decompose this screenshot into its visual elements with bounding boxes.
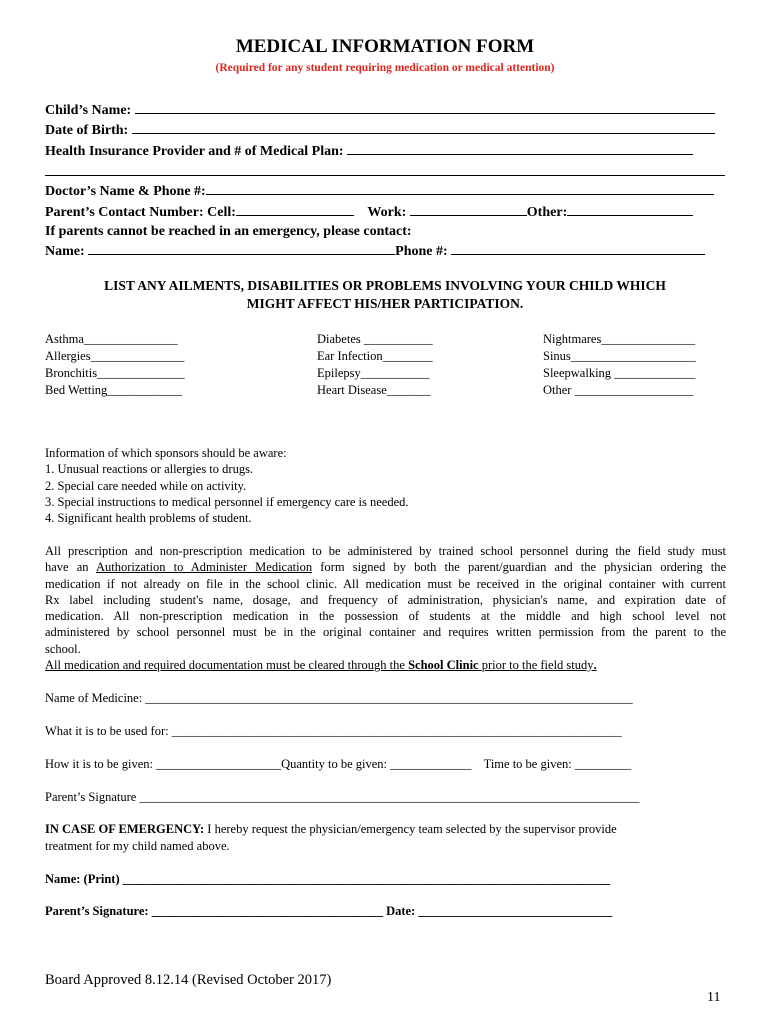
child-name-line[interactable]: [135, 101, 715, 114]
policy-line: Rx label including student's name, dosage, and frequency of administration, physician's name, and expiration date of: [45, 592, 726, 607]
doctor-line[interactable]: [206, 182, 714, 195]
page-number: 11: [707, 990, 721, 1005]
contact-name-line[interactable]: [88, 242, 395, 255]
medication-policy: [45, 543, 726, 673]
emergency-signature-field[interactable]: Parent’s Signature: _____________________________________: [45, 904, 383, 918]
doctor-label: Doctor’s Name & Phone #:: [45, 184, 206, 199]
ailments-heading-1: LIST ANY AILMENTS, DISABILITIES OR PROBLEMS INVOLVING YOUR CHILD WHICH: [104, 278, 666, 293]
sponsor-intro: Information of which sponsors should be aware:: [45, 446, 287, 460]
ailment-bed-wetting[interactable]: Bed Wetting____________: [45, 383, 183, 397]
dob-line[interactable]: [132, 121, 715, 134]
ailment-diabetes[interactable]: Diabetes ___________: [317, 332, 433, 346]
contact-phone-label: Phone #:: [395, 244, 448, 259]
sponsor-item: 2. Special care needed while on activity.: [45, 478, 247, 493]
insurance-label: Health Insurance Provider and # of Medical Plan:: [45, 144, 344, 159]
policy-line: administered by school personnel must be in the original container and requires written permission from the parent to the: [45, 625, 726, 640]
ailment-sleepwalking[interactable]: Sleepwalking _____________: [543, 366, 696, 380]
clinic-clearance: [45, 657, 726, 673]
emergency-text: I hereby request the physician/emergency team selected by the supervisor provide: [207, 822, 617, 836]
ailments-col-3: [543, 331, 696, 399]
emergency-label: IN CASE OF EMERGENCY:: [45, 822, 205, 836]
ailment-sinus[interactable]: Sinus____________________: [543, 349, 696, 363]
medicine-use-field[interactable]: What it is to be used for: ________________________________________________________________________: [45, 724, 622, 738]
medicine-name-field[interactable]: Name of Medicine: ______________________________________________________________________________: [45, 691, 633, 705]
authorization-form-link[interactable]: Authorization to Administer Medication: [96, 560, 313, 575]
clearance-text: All medication and required documentation must be cleared through the: [45, 658, 405, 673]
emergency-contact-field[interactable]: [45, 242, 705, 260]
policy-text: form signed by both the parent/guardian and the physician ordering the: [320, 560, 726, 575]
other-label: Other:: [526, 205, 568, 220]
child-name-label: Child’s Name:: [45, 103, 132, 118]
ailment-other[interactable]: Other ___________________: [543, 383, 694, 397]
footer-approval: Board Approved 8.12.14 (Revised October 2017): [45, 972, 332, 988]
parent-contact-field[interactable]: [45, 203, 693, 221]
policy-text: have an: [45, 560, 89, 575]
school-clinic: School Clinic: [408, 658, 479, 673]
policy-line: medication if not already on file in the school clinic. All medication must be received in the original container with current: [45, 576, 726, 591]
work-label: Work:: [367, 205, 407, 220]
policy-line: All prescription and non-prescription medication to be administered by trained school personnel during the field study must: [45, 544, 726, 558]
sponsor-item: 3. Special instructions to medical personnel if emergency care is needed.: [45, 494, 409, 509]
dob-field[interactable]: [45, 121, 715, 139]
ailments-col-2: [317, 331, 433, 399]
sponsor-item: 1. Unusual reactions or allergies to drugs.: [45, 462, 254, 477]
policy-line: school.: [45, 641, 81, 656]
contact-phone-line[interactable]: [451, 242, 705, 255]
ailment-nightmares[interactable]: Nightmares_______________: [543, 332, 696, 346]
sponsor-info: [45, 445, 409, 526]
ailment-epilepsy[interactable]: Epilepsy___________: [317, 366, 430, 380]
ailment-allergies[interactable]: Allergies_______________: [45, 349, 185, 363]
dob-label: Date of Birth:: [45, 123, 129, 138]
work-line[interactable]: [410, 203, 527, 216]
emergency-intro: If parents cannot be reached in an emergency, please contact:: [45, 224, 412, 239]
parent-cell-label: Parent’s Contact Number: Cell:: [45, 205, 236, 220]
ailments-heading-2: MIGHT AFFECT HIS/HER PARTICIPATION.: [246, 296, 524, 311]
contact-name-label: Name:: [45, 244, 85, 259]
other-line[interactable]: [567, 203, 693, 216]
sponsor-item: 4. Significant health problems of student.: [45, 511, 252, 526]
clearance-period: .: [593, 658, 597, 673]
page-title: MEDICAL INFORMATION FORM: [235, 36, 535, 57]
extra-line[interactable]: [45, 175, 725, 176]
ailment-heart-disease[interactable]: Heart Disease_______: [317, 383, 431, 397]
clearance-text: prior to the field study: [481, 658, 594, 673]
emergency-statement: [45, 822, 617, 837]
ailments-col-1: [45, 331, 185, 399]
insurance-line[interactable]: [347, 142, 693, 155]
emergency-text-2: treatment for my child named above.: [45, 839, 230, 853]
ailment-bronchitis[interactable]: Bronchitis______________: [45, 366, 185, 380]
parent-signature-field[interactable]: Parent’s Signature ________________________________________________________________________________: [45, 790, 640, 804]
insurance-field[interactable]: [45, 142, 693, 160]
emergency-date-field[interactable]: Date: _______________________________: [386, 904, 613, 918]
cell-line[interactable]: [236, 203, 354, 216]
medicine-dosage-field[interactable]: How it is to be given: ____________________Quantity to be given: _____________ Time to be given: _________: [45, 757, 632, 771]
page-subtitle: (Required for any student requiring medication or medical attention): [215, 62, 555, 74]
child-name-field[interactable]: [45, 101, 715, 119]
doctor-field[interactable]: [45, 182, 714, 200]
ailment-ear-infection[interactable]: Ear Infection________: [317, 349, 433, 363]
policy-line: [45, 559, 726, 575]
policy-line: medication. All non-prescription medication in the possession of students at the middle and high school level not: [45, 609, 726, 624]
ailment-asthma[interactable]: Asthma_______________: [45, 332, 178, 346]
emergency-signature-row: [45, 904, 612, 919]
print-name-field[interactable]: Name: (Print) ______________________________________________________________________________: [45, 872, 611, 886]
